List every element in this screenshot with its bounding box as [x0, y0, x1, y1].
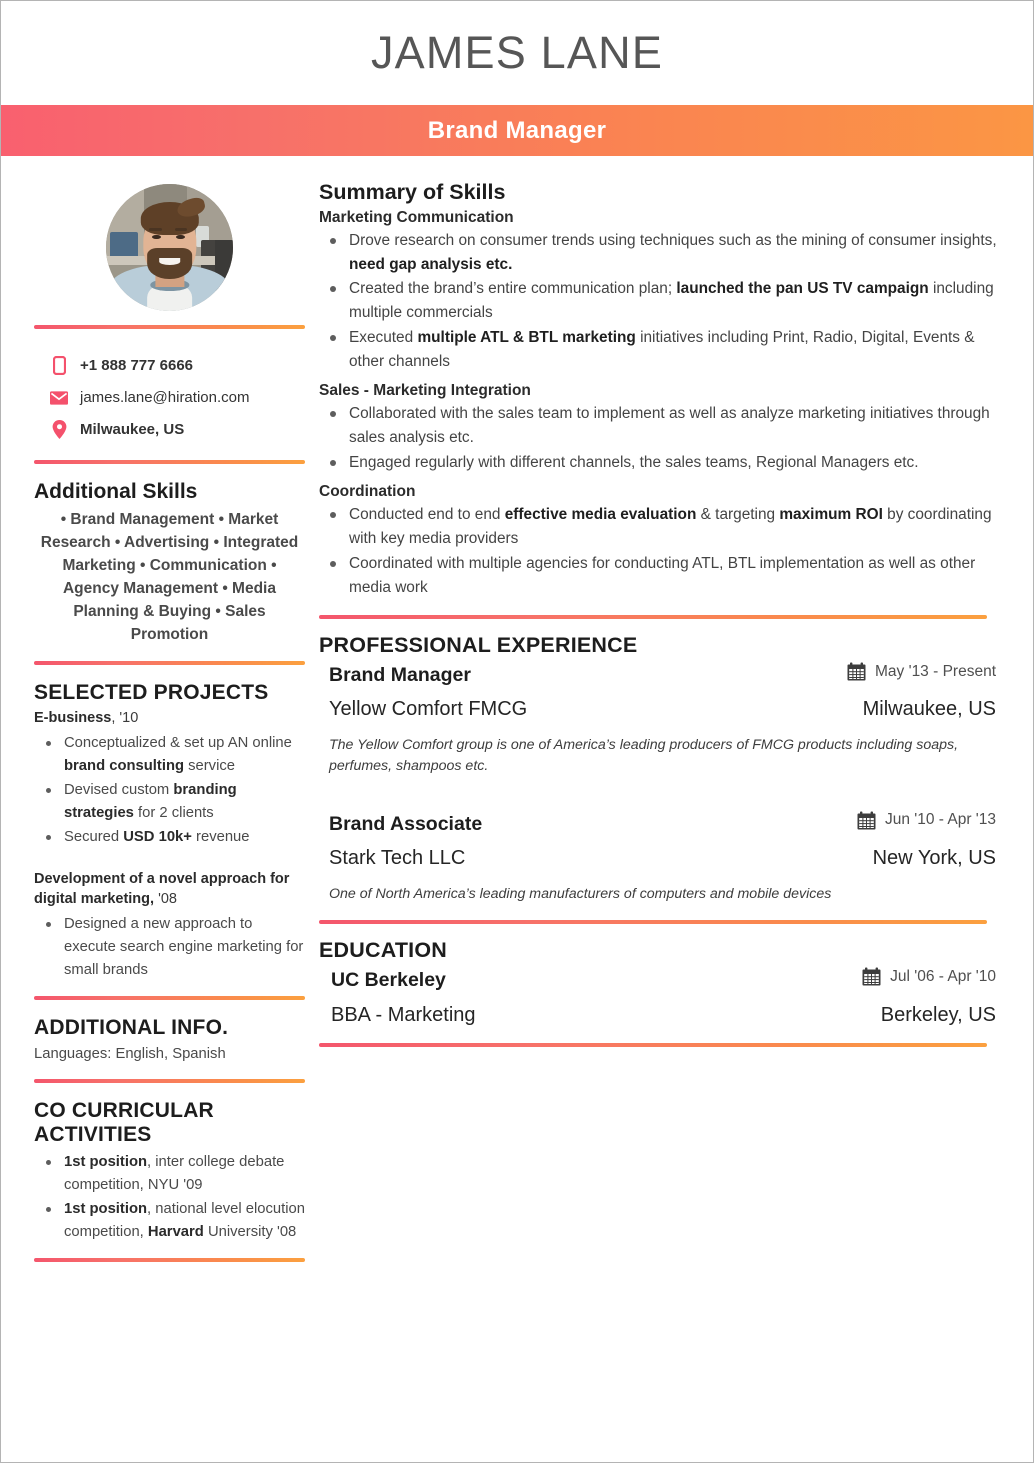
avatar-container — [34, 180, 305, 311]
divider-after-avatar — [34, 325, 305, 329]
divider-after-additional-info — [34, 1079, 305, 1083]
email-value: james.lane@hiration.com — [80, 389, 250, 406]
additional-skills-heading: Additional Skills — [34, 480, 198, 503]
divider-after-co-curricular — [34, 1258, 305, 1262]
project-item — [34, 869, 305, 982]
experience-item — [319, 811, 1002, 905]
phone-value: +1 888 777 6666 — [80, 357, 194, 374]
project-title-bold: E-business — [34, 709, 112, 726]
list-item: Engaged regularly with different channels, the sales teams, Regional Managers etc. — [319, 451, 1002, 475]
summary-subheading: Sales - Marketing Integration — [319, 382, 531, 400]
education-date-wrap — [862, 967, 996, 986]
project-title — [34, 869, 305, 909]
section-additional-info — [34, 1016, 305, 1065]
calendar-icon — [862, 967, 881, 986]
section-summary-of-skills — [319, 180, 1002, 599]
education-item — [319, 967, 1002, 1027]
calendar-icon — [857, 811, 876, 830]
divider-after-contact — [34, 460, 305, 464]
sidebar-column — [1, 180, 314, 1278]
section-professional-experience — [319, 633, 1002, 904]
project-title — [34, 708, 305, 728]
email-icon — [50, 391, 68, 405]
experience-role: Brand Manager — [329, 664, 471, 687]
section-additional-skills — [34, 480, 305, 647]
list-item: Created the brand’s entire communication plan; launched the pan US TV campaign including multiple commercials — [319, 277, 1002, 324]
divider-before-experience — [319, 615, 987, 619]
list-item: Devised custom branding strategies for 2 clients — [34, 779, 305, 825]
education-school: UC Berkeley — [331, 969, 446, 992]
list-item: Conceptualized & set up AN online brand consulting service — [34, 732, 305, 778]
calendar-icon — [847, 662, 866, 681]
list-item: Secured USD 10k+ revenue — [34, 826, 305, 849]
education-heading: EDUCATION — [319, 938, 448, 963]
project-bullets — [34, 913, 305, 982]
selected-projects-heading: SELECTED PROJECTS — [34, 680, 269, 704]
summary-group-bullets — [319, 503, 1002, 599]
divider-before-education — [319, 920, 987, 924]
experience-organization: Stark Tech LLC — [329, 846, 466, 869]
summary-subheading: Marketing Communication — [319, 209, 514, 226]
experience-description: One of North America’s leading manufacturers of computers and mobile devices — [329, 885, 832, 902]
experience-item — [319, 662, 1002, 776]
summary-heading: Summary of Skills — [319, 180, 506, 204]
project-title-rest: '08 — [154, 890, 177, 907]
education-date: Jul '06 - Apr '10 — [890, 967, 996, 985]
education-degree: BBA - Marketing — [331, 1004, 476, 1027]
co-curricular-heading: CO CURRICULAR ACTIVITIES — [34, 1099, 214, 1147]
contact-location[interactable] — [34, 413, 305, 446]
divider-after-skills — [34, 661, 305, 665]
phone-icon — [50, 356, 68, 375]
section-co-curricular — [34, 1099, 305, 1244]
list-item: Designed a new approach to execute search engine marketing for small brands — [34, 913, 305, 982]
summary-group-bullets — [319, 229, 1002, 373]
list-item: 1st position, national level elocution competition, Harvard University '08 — [34, 1198, 305, 1244]
experience-role-row — [319, 662, 1002, 687]
summary-group-bullets — [319, 402, 1002, 474]
location-icon — [50, 420, 68, 439]
experience-date: May '13 - Present — [875, 662, 996, 680]
experience-org-row — [319, 836, 1002, 870]
job-title-band — [1, 105, 1033, 156]
education-location: Berkeley, US — [880, 1004, 996, 1027]
divider-after-projects — [34, 996, 305, 1000]
contact-phone[interactable] — [34, 349, 305, 382]
experience-description: The Yellow Comfort group is one of America’s leading producers of FMCG products including soaps, perfumes, shampoos etc. — [329, 737, 959, 774]
header-name-area — [1, 1, 1033, 105]
experience-date-wrap — [857, 811, 996, 830]
additional-skills-text: • Brand Management • Market Research • Advertising • Integrated Marketing • Communication • Agency Management • Media Planning & Buying • Sales Promotion — [40, 510, 299, 643]
summary-subheading: Coordination — [319, 483, 416, 501]
job-title: Brand Manager — [427, 116, 607, 144]
experience-role: Brand Associate — [329, 812, 483, 835]
main-column — [314, 180, 1033, 1061]
experience-date-wrap — [847, 662, 996, 681]
resume-body — [1, 156, 1033, 1278]
divider-after-education — [319, 1043, 987, 1047]
list-item: Conducted end to end effective media evaluation & targeting maximum ROI by coordinating with key media providers — [319, 503, 1002, 550]
co-curricular-bullets — [34, 1151, 305, 1244]
project-bullets — [34, 732, 305, 849]
additional-info-line: Languages: English, Spanish — [34, 1046, 226, 1063]
list-item: Drove research on consumer trends using techniques such as the mining of consumer insights, need gap analysis etc. — [319, 229, 1002, 276]
candidate-name: JAMES LANE — [370, 27, 664, 78]
project-title-rest: , '10 — [111, 709, 139, 726]
education-school-row — [319, 967, 1002, 992]
contact-email[interactable] — [34, 382, 305, 413]
education-degree-row — [319, 992, 1002, 1027]
project-item — [34, 708, 305, 849]
project-title-bold: Development of a novel approach for digital marketing, — [34, 870, 290, 907]
experience-role-row — [319, 811, 1002, 836]
experience-org-row — [319, 687, 1002, 721]
experience-location: New York, US — [872, 846, 996, 869]
list-item: 1st position, inter college debate competition, NYU '09 — [34, 1151, 305, 1197]
avatar — [106, 184, 233, 311]
list-item: Executed multiple ATL & BTL marketing initiatives including Print, Radio, Digital, Events & other channels — [319, 326, 1002, 373]
additional-info-heading: ADDITIONAL INFO. — [34, 1016, 229, 1040]
section-education — [319, 938, 1002, 1027]
location-value: Milwaukee, US — [80, 421, 185, 438]
experience-organization: Yellow Comfort FMCG — [329, 698, 528, 721]
list-item: Coordinated with multiple agencies for conducting ATL, BTL implementation as well as other media work — [319, 552, 1002, 599]
experience-location: Milwaukee, US — [862, 698, 996, 721]
section-selected-projects — [34, 681, 305, 983]
experience-date: Jun '10 - Apr '13 — [884, 811, 996, 829]
list-item: Collaborated with the sales team to implement as well as analyze marketing initiatives through sales analysis etc. — [319, 402, 1002, 449]
contact-list — [34, 345, 305, 446]
experience-heading: PROFESSIONAL EXPERIENCE — [319, 633, 638, 658]
